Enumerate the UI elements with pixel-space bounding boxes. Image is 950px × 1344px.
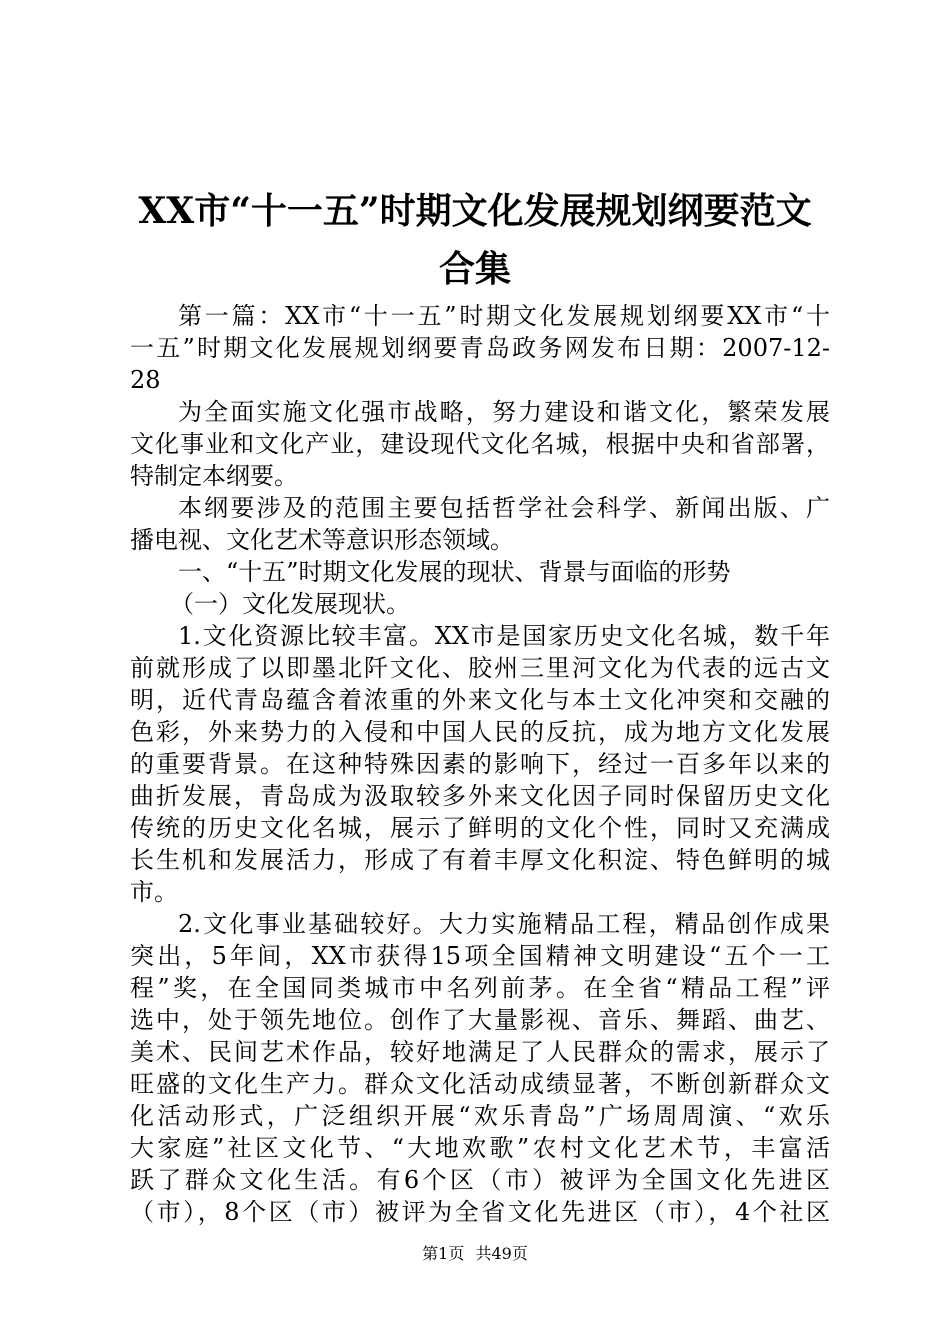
body-line: 突出，5年间，XX市获得15项全国精神文明建设“五个一工 [130,942,830,970]
body-line: （市），8个区（市）被评为全省文化先进区（市），4个社区 [130,1198,830,1226]
body-line: 28 [130,366,161,394]
body-line: 特制定本纲要。 [130,462,298,490]
body-line: 色彩，外来势力的入侵和中国人民的反抗，成为地方文化发展 [130,718,830,746]
page-number: 第1页 [422,1244,465,1263]
body-line: 化活动形式，广泛组织开展“欢乐青岛”广场周周演、“欢乐 [130,1102,830,1130]
document-title-line-1: XX市“十一五”时期文化发展规划纲要范文 [138,190,812,232]
body-line: 一、“十五”时期文化发展的现状、背景与面临的形势 [178,558,731,586]
page-footer [0,1243,950,1265]
body-line: 市。 [130,878,178,906]
body-line: 选中，处于领先地位。创作了大量影视、音乐、舞蹈、曲艺、 [130,1006,830,1034]
document-title-line-2: 合集 [438,248,511,290]
body-line: 文化事业和文化产业，建设现代文化名城，根据中央和省部署， [130,430,830,458]
body-line: 传统的历史文化名城，展示了鲜明的文化个性，同时又充满成 [130,814,830,842]
body-line: 旺盛的文化生产力。群众文化活动成绩显著，不断创新群众文 [130,1070,830,1098]
body-line: 美术、民间艺术作品，较好地满足了人民群众的需求，展示了 [130,1038,830,1066]
body-line: 大家庭”社区文化节、“大地欢歌”农村文化艺术节，丰富活 [130,1134,830,1162]
body-line: 曲折发展，青岛成为汲取较多外来文化因子同时保留历史文化 [130,782,830,810]
body-line: 播电视、文化艺术等意识形态领域。 [130,526,514,554]
page-total: 共49页 [475,1244,528,1263]
body-line: 一五”时期文化发展规划纲要青岛政务网发布日期：2007-12- [130,334,830,362]
body-line: 第一篇：XX市“十一五”时期文化发展规划纲要XX市“十 [178,302,830,330]
body-line: 明，近代青岛蕴含着浓重的外来文化与本土文化冲突和交融的 [130,686,830,714]
body-line: 1.文化资源比较丰富。XX市是国家历史文化名城，数千年 [178,622,830,650]
body-line: 为全面实施文化强市战略，努力建设和谐文化，繁荣发展 [178,398,830,426]
document-body [130,300,830,1228]
body-line: 的重要背景。在这种特殊因素的影响下，经过一百多年以来的 [130,750,830,778]
body-line: （一）文化发展现状。 [170,590,410,618]
body-line: 2.文化事业基础较好。大力实施精品工程，精品创作成果 [178,910,830,938]
body-line: 跃了群众文化生活。有6个区（市）被评为全国文化先进区 [130,1166,830,1194]
body-line: 长生机和发展活力，形成了有着丰厚文化积淀、特色鲜明的城 [130,846,830,874]
body-line: 程”奖，在全国同类城市中名列前茅。在全省“精品工程”评 [130,974,830,1002]
body-line: 本纲要涉及的范围主要包括哲学社会科学、新闻出版、广 [178,494,830,522]
body-line: 前就形成了以即墨北阡文化、胶州三里河文化为代表的远古文 [130,654,830,682]
